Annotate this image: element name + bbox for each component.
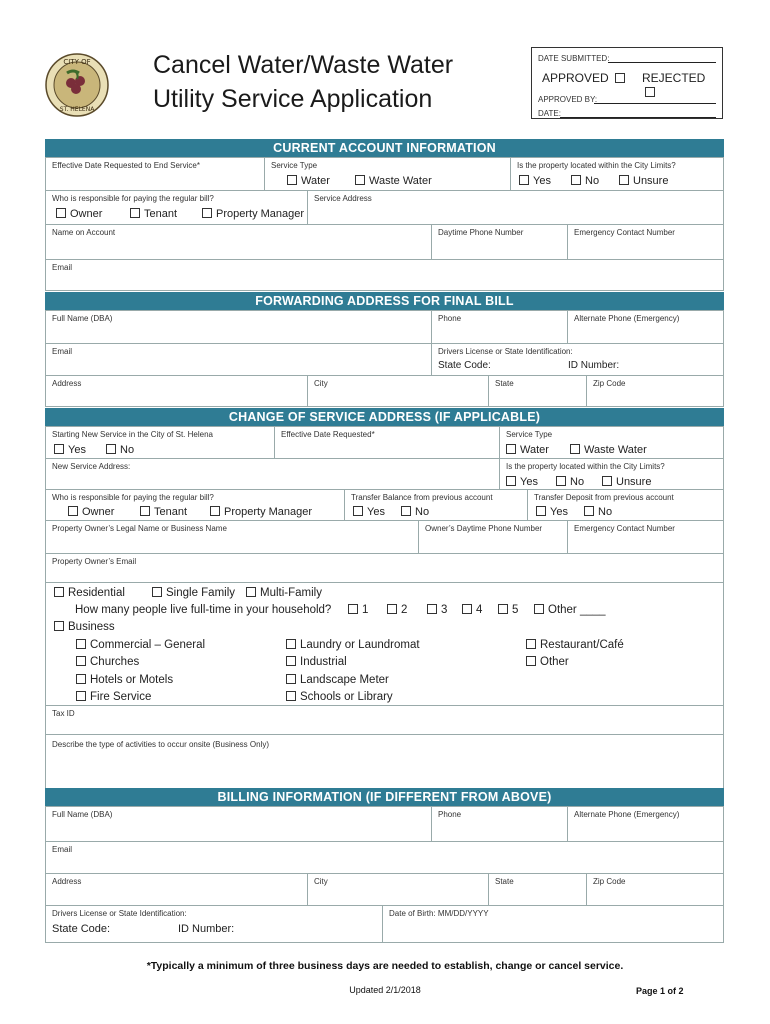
billing-email-field[interactable]: Email — [46, 842, 723, 874]
household-count-question: How many people live full-time in your household? — [75, 604, 332, 616]
city-seal-logo — [45, 53, 109, 117]
date-line[interactable] — [560, 117, 716, 118]
transfer-balance-field: Transfer Balance from previous account Yes No — [345, 490, 528, 521]
transfer-balance-no[interactable]: No — [401, 506, 429, 518]
title-line-2: Utility Service Application — [153, 85, 433, 113]
starting-new-yes[interactable]: Yes — [54, 444, 86, 456]
effective-end-date-field[interactable]: Effective Date Requested to End Service* — [46, 158, 265, 191]
forwarding-state-field[interactable]: State — [489, 376, 587, 406]
biz-landscape-meter[interactable]: Landscape Meter — [286, 674, 389, 686]
service-address-field[interactable]: Service Address — [308, 191, 723, 225]
biz-restaurant-cafe[interactable]: Restaurant/Café — [526, 639, 624, 651]
owner-email-field[interactable]: Property Owner’s Email — [46, 554, 723, 583]
city-limits-field: Is the property located within the City Limits? Yes No Unsure — [511, 158, 723, 191]
who-pays-field: Who is responsible for paying the regular bill? Owner Tenant Property Manager — [46, 191, 308, 225]
name-on-account-field[interactable]: Name on Account — [46, 225, 432, 260]
current-email-field[interactable]: Email — [52, 263, 73, 272]
seal-bottom-text: ST. HELENA — [59, 106, 95, 113]
change-city-limits-unsure[interactable]: Unsure — [602, 476, 651, 488]
biz-commercial-general[interactable]: Commercial – General — [76, 639, 205, 651]
household-5[interactable]: 5 — [498, 604, 518, 616]
tax-id-field[interactable]: Tax ID — [46, 706, 723, 735]
transfer-balance-yes[interactable]: Yes — [353, 506, 385, 518]
biz-industrial[interactable]: Industrial — [286, 656, 347, 668]
processing-time-note: *Typically a minimum of three business days are needed to establish, change or cancel service. — [146, 960, 624, 972]
change-city-limits-field: Is the property located within the City Limits? Yes No Unsure — [500, 459, 723, 490]
forwarding-full-name-field[interactable]: Full Name (DBA) — [46, 311, 432, 344]
change-city-limits-yes[interactable]: Yes — [506, 476, 538, 488]
biz-hotels-motels[interactable]: Hotels or Motels — [76, 674, 173, 686]
household-other[interactable]: Other ____ — [534, 604, 606, 616]
section-current-account: CURRENT ACCOUNT INFORMATION — [45, 139, 724, 157]
seal-top-text: CITY OF — [63, 58, 91, 66]
emergency-contact-field[interactable]: Emergency Contact Number — [568, 225, 723, 260]
owner-daytime-phone-field[interactable]: Owner’s Daytime Phone Number — [419, 521, 568, 554]
who-pays-owner[interactable]: Owner — [56, 208, 102, 220]
forwarding-city-field[interactable]: City — [308, 376, 489, 406]
single-family-checkbox[interactable]: Single Family — [152, 587, 235, 599]
property-type-block — [46, 583, 723, 706]
transfer-deposit-yes[interactable]: Yes — [536, 506, 568, 518]
date-label: DATE: — [538, 109, 561, 118]
approved-option[interactable]: APPROVED — [542, 71, 629, 85]
forwarding-address-form — [45, 310, 724, 407]
city-limits-yes[interactable]: Yes — [519, 175, 551, 187]
rejected-checkbox — [645, 87, 655, 97]
billing-zip-field[interactable]: Zip Code — [587, 874, 723, 906]
forwarding-email-field[interactable]: Email — [46, 344, 432, 376]
change-emergency-contact-field[interactable]: Emergency Contact Number — [568, 521, 723, 554]
date-submitted-line[interactable] — [608, 62, 716, 63]
forwarding-alt-phone-field[interactable]: Alternate Phone (Emergency) — [568, 311, 723, 344]
billing-phone-field[interactable]: Phone — [432, 807, 568, 842]
updated-date: Updated 2/1/2018 — [349, 985, 421, 995]
biz-churches[interactable]: Churches — [76, 656, 139, 668]
change-service-type-field: Service Type Water Waste Water — [500, 427, 723, 459]
transfer-deposit-no[interactable]: No — [584, 506, 612, 518]
billing-city-field[interactable]: City — [308, 874, 489, 906]
billing-info-form — [45, 806, 724, 943]
billing-alt-phone-field[interactable]: Alternate Phone (Emergency) — [568, 807, 723, 842]
change-who-pays-field: Who is responsible for paying the regular bill? Owner Tenant Property Manager — [46, 490, 345, 521]
service-type-field: Service Type Water Waste Water — [265, 158, 511, 191]
current-waste-water-checkbox[interactable]: Waste Water — [355, 175, 432, 187]
multi-family-checkbox[interactable]: Multi-Family — [246, 587, 322, 599]
change-who-pays-property-manager[interactable]: Property Manager — [210, 506, 312, 518]
office-status-box — [531, 47, 723, 119]
approved-checkbox — [615, 73, 625, 83]
starting-new-no[interactable]: No — [106, 444, 134, 456]
change-waste-water-checkbox[interactable]: Waste Water — [570, 444, 647, 456]
page-title — [153, 48, 453, 116]
business-activities-field[interactable]: Describe the type of activities to occur onsite (Business Only) — [52, 740, 269, 749]
current-account-form — [45, 157, 724, 291]
billing-dob-field[interactable]: Date of Birth: MM/DD/YYYY — [389, 909, 489, 918]
biz-laundry[interactable]: Laundry or Laundromat — [286, 639, 420, 651]
change-who-pays-tenant[interactable]: Tenant — [140, 506, 187, 518]
city-limits-no[interactable]: No — [571, 175, 599, 187]
page-number: Page 1 of 2 — [636, 986, 684, 996]
forwarding-zip-field[interactable]: Zip Code — [593, 379, 626, 388]
household-2[interactable]: 2 — [387, 604, 407, 616]
billing-full-name-field[interactable]: Full Name (DBA) — [46, 807, 432, 842]
title-line-1: Cancel Water/Waste Water — [153, 51, 454, 79]
city-limits-unsure[interactable]: Unsure — [619, 175, 668, 187]
forwarding-license-field[interactable]: Drivers License or State Identification: State Code: ID Number: — [432, 344, 723, 376]
rejected-option[interactable]: REJECTED — [642, 71, 722, 99]
daytime-phone-field[interactable]: Daytime Phone Number — [432, 225, 568, 260]
approved-by-label: APPROVED BY: — [538, 95, 598, 104]
household-1[interactable]: 1 — [348, 604, 368, 616]
billing-address-field[interactable]: Address — [46, 874, 308, 906]
change-who-pays-owner[interactable]: Owner — [68, 506, 114, 518]
billing-license-field[interactable]: Drivers License or State Identification: State Code: ID Number: — [46, 906, 383, 942]
current-water-checkbox[interactable]: Water — [287, 175, 330, 187]
date-submitted-label: DATE SUBMITTED: — [538, 54, 610, 63]
forwarding-phone-field[interactable]: Phone — [432, 311, 568, 344]
change-of-service-form — [45, 426, 724, 789]
new-service-address-field[interactable]: New Service Address: — [46, 459, 500, 490]
starting-new-service-field: Starting New Service in the City of St. Helena Yes No — [46, 427, 275, 459]
billing-state-field[interactable]: State — [489, 874, 587, 906]
household-3[interactable]: 3 — [427, 604, 447, 616]
transfer-deposit-field: Transfer Deposit from previous account Yes No — [528, 490, 723, 521]
owner-legal-name-field[interactable]: Property Owner’s Legal Name or Business Name — [46, 521, 419, 554]
household-4[interactable]: 4 — [462, 604, 482, 616]
business-checkbox[interactable]: Business — [54, 621, 115, 633]
biz-other[interactable]: Other — [526, 656, 569, 668]
change-effective-date-field[interactable]: Effective Date Requested* — [275, 427, 500, 459]
who-pays-tenant[interactable]: Tenant — [130, 208, 177, 220]
residential-checkbox[interactable]: Residential — [54, 587, 125, 599]
section-forwarding-address: FORWARDING ADDRESS FOR FINAL BILL — [45, 292, 724, 310]
who-pays-property-manager[interactable]: Property Manager — [202, 208, 304, 220]
forwarding-address-field[interactable]: Address — [46, 376, 308, 406]
change-city-limits-no[interactable]: No — [556, 476, 584, 488]
change-water-checkbox[interactable]: Water — [506, 444, 549, 456]
biz-fire-service[interactable]: Fire Service — [76, 691, 151, 703]
section-change-of-service: CHANGE OF SERVICE ADDRESS (IF APPLICABLE) — [45, 408, 724, 426]
biz-schools-library[interactable]: Schools or Library — [286, 691, 393, 703]
approved-by-line[interactable] — [594, 103, 716, 104]
section-billing-info: BILLING INFORMATION (IF DIFFERENT FROM ABOVE) — [45, 788, 724, 806]
